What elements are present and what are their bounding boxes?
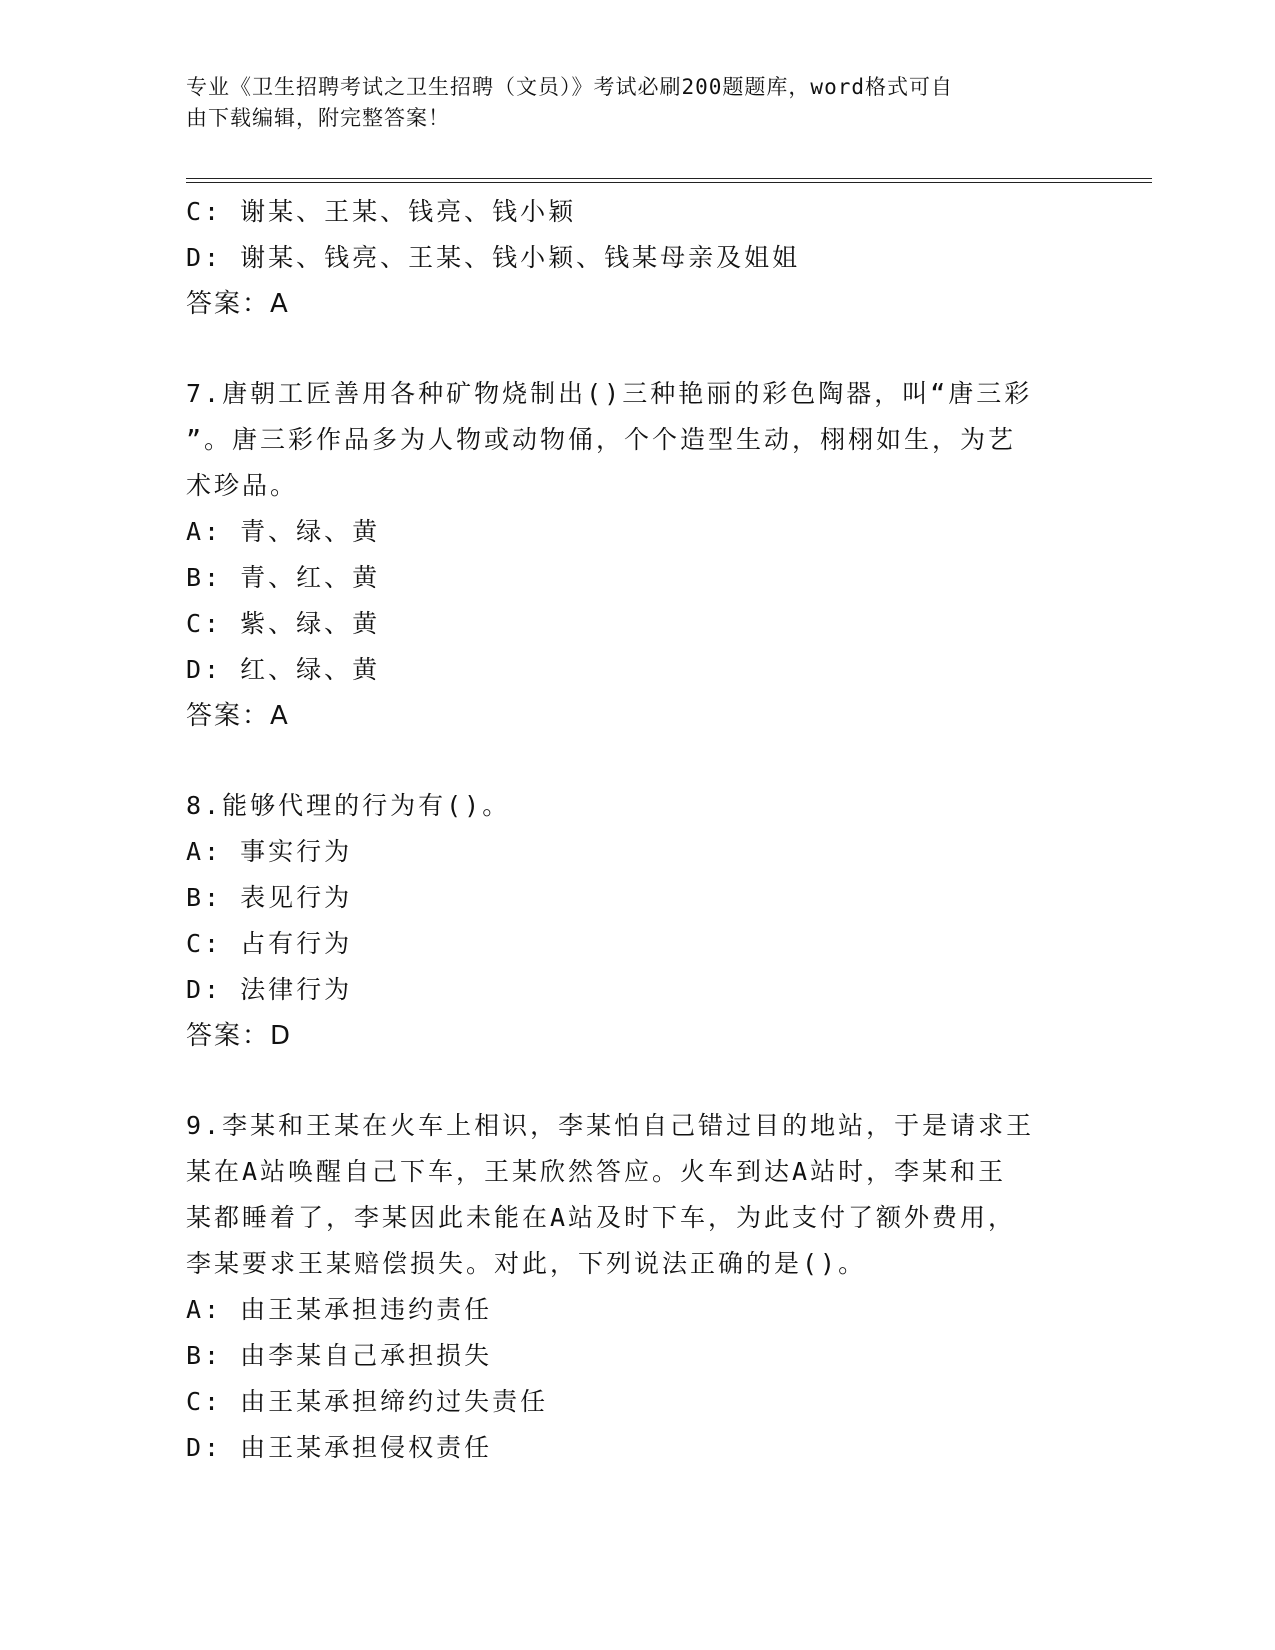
question-9: [186, 1103, 1066, 1471]
q8-option-c: C: 占有行为: [186, 929, 353, 958]
q8-text-line-1: 8.能够代理的行为有()。: [186, 791, 511, 820]
q9-option-d: D: 由王某承担侵权责任: [186, 1433, 493, 1462]
q8-option-b: B: 表见行为: [186, 883, 353, 912]
q6-option-c: C: 谢某、王某、钱亮、钱小颖: [186, 197, 577, 226]
document-header: [186, 72, 1066, 134]
q8-option-a: A: 事实行为: [186, 837, 353, 866]
q9-text-line-3: 某都睡着了，李某因此未能在A站及时下车，为此支付了额外费用，: [186, 1203, 1017, 1232]
q8-answer: 答案：D: [186, 1021, 293, 1051]
q7-option-c: C: 紫、绿、黄: [186, 609, 381, 638]
q9-option-c: C: 由王某承担缔约过失责任: [186, 1387, 549, 1416]
spacer: [186, 327, 1066, 371]
spacer: [186, 1059, 1066, 1103]
header-line-2: 由下载编辑，附完整答案！: [186, 106, 450, 130]
question-7: [186, 371, 1066, 739]
q6-answer: 答案：A: [186, 289, 290, 319]
header-divider-bottom: [186, 182, 1152, 183]
header-line-1: 专业《卫生招聘考试之卫生招聘（文员）》考试必刷200题题库，word格式可自: [186, 75, 953, 99]
q9-option-a: A: 由王某承担违约责任: [186, 1295, 493, 1324]
q7-option-b: B: 青、红、黄: [186, 563, 381, 592]
q7-option-a: A: 青、绿、黄: [186, 517, 381, 546]
q9-text-line-2: 某在A站唤醒自己下车，王某欣然答应。火车到达A站时，李某和王: [186, 1157, 1007, 1186]
q7-option-d: D: 红、绿、黄: [186, 655, 381, 684]
spacer: [186, 739, 1066, 783]
q7-text-line-2: ”。唐三彩作品多为人物或动物俑，个个造型生动，栩栩如生，为艺: [186, 425, 1017, 454]
question-8: [186, 783, 1066, 1059]
q7-text-line-1: 7.唐朝工匠善用各种矿物烧制出()三种艳丽的彩色陶器，叫“唐三彩: [186, 379, 1033, 408]
header-divider-top: [186, 178, 1152, 179]
question-list: [186, 189, 1066, 1471]
q8-option-d: D: 法律行为: [186, 975, 353, 1004]
q9-option-b: B: 由李某自己承担损失: [186, 1341, 493, 1370]
q6-option-d: D: 谢某、钱亮、王某、钱小颖、钱某母亲及姐姐: [186, 243, 801, 272]
q9-text-line-1: 9.李某和王某在火车上相识，李某怕自己错过目的地站，于是请求王: [186, 1111, 1035, 1140]
q7-text-line-3: 术珍品。: [186, 471, 299, 500]
q9-text-line-4: 李某要求王某赔偿损失。对此，下列说法正确的是()。: [186, 1249, 867, 1278]
question-6: [186, 189, 1066, 327]
q7-answer: 答案：A: [186, 701, 290, 731]
